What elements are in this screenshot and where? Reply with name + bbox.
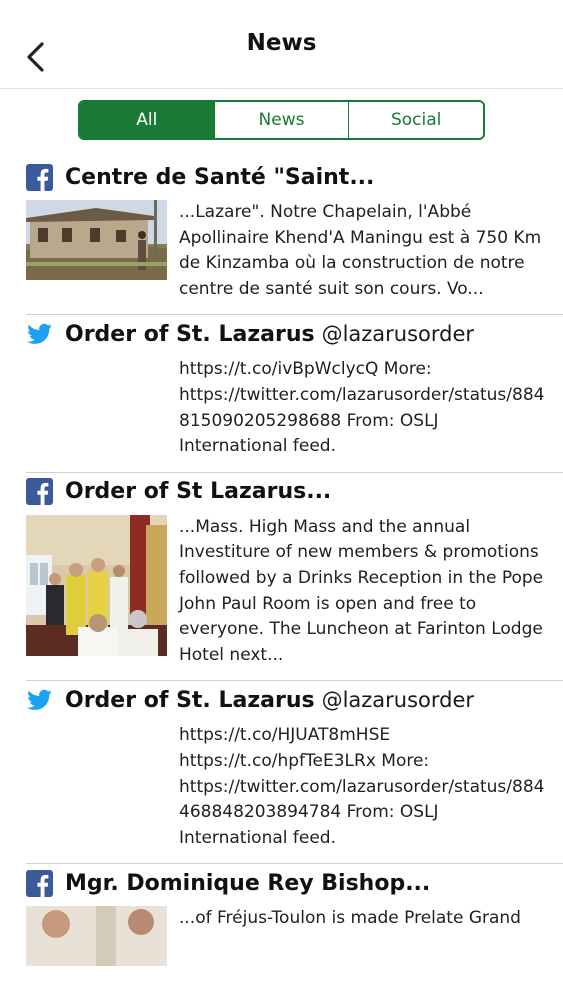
- facebook-icon: [26, 164, 53, 191]
- feed-item-text: https://t.co/ivBpWclycQ More: https://twitter.com/lazarusorder/status/884815090205298688 From: OSLJ International feed.: [179, 359, 545, 457]
- feed-item-thumbnail: [26, 515, 167, 656]
- feed-item-thumbnail: [26, 906, 167, 966]
- feed-item[interactable]: [26, 315, 563, 472]
- tab-all[interactable]: All: [80, 102, 214, 138]
- feed-item-handle: @lazarusorder: [321, 321, 475, 346]
- feed-item[interactable]: [26, 473, 563, 682]
- navigation-bar: [0, 0, 563, 89]
- feed-item[interactable]: [26, 864, 563, 978]
- feed-item-title: Order of St Lazarus...: [65, 479, 332, 505]
- tab-social[interactable]: Social: [348, 102, 483, 138]
- twitter-icon: [26, 321, 53, 348]
- news-feed: [0, 158, 563, 978]
- feed-item-thumbnail: [26, 200, 167, 280]
- feed-item-title: Mgr. Dominique Rey Bishop...: [65, 870, 431, 896]
- page-title: News: [246, 30, 317, 56]
- twitter-icon: [26, 687, 53, 714]
- filter-segmented-control: [78, 100, 485, 140]
- feed-item-text: https://t.co/HJUAT8mHSE https://t.co/hpfTeE3LRx More: https://twitter.com/lazarusorder/status/884468848203894784 From: OSLJ International feed.: [179, 725, 545, 848]
- tab-news[interactable]: News: [214, 102, 349, 138]
- feed-item-title: Order of St. Lazarus: [65, 687, 315, 713]
- feed-item[interactable]: [26, 158, 563, 315]
- feed-item-title: Centre de Santé "Saint...: [65, 164, 375, 190]
- feed-item-text: ...Lazare". Notre Chapelain, l'Abbé Apollinaire Khend'A Maningu est à 750 Km de Kinzamba où la construction de notre centre de santé suit son cours. Vo...: [179, 202, 542, 299]
- feed-item-text: ...Mass. High Mass and the annual Investiture of new members & promotions followed by a Drinks Reception in the Pope John Paul Room is open and free to everyone. The Luncheon at Farinton Lodge Hotel next...: [179, 516, 544, 665]
- facebook-icon: [26, 870, 53, 897]
- feed-item[interactable]: [26, 681, 563, 864]
- back-chevron-icon[interactable]: [22, 38, 52, 78]
- feed-item-handle: @lazarusorder: [321, 687, 475, 712]
- feed-item-text: ...of Fréjus-Toulon is made Prelate Grand: [179, 908, 521, 929]
- facebook-icon: [26, 478, 53, 505]
- feed-item-title: Order of St. Lazarus: [65, 321, 315, 347]
